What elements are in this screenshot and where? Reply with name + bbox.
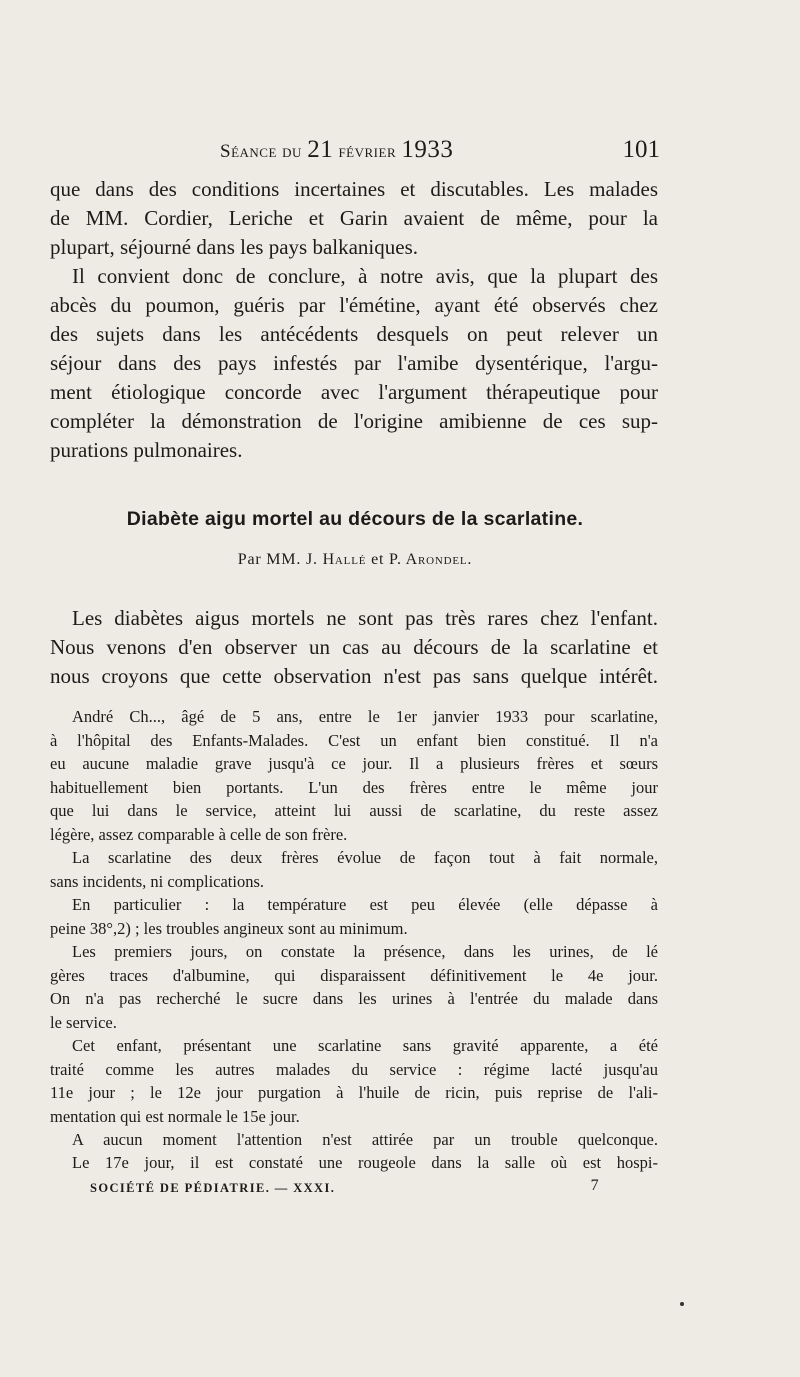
text-line: légère, assez comparable à celle de son frère. — [50, 824, 348, 844]
intro-paragraph-2 — [50, 262, 658, 465]
text-line: séjour dans des pays infestés par l'amibe dysentérique, l'argu- — [50, 351, 658, 375]
text-line: plupart, séjourné dans les pays balkaniques. — [50, 235, 418, 259]
text-line: purations pulmonaires. — [50, 438, 243, 462]
text-line: que dans des conditions incertaines et discutables. Les malades — [50, 177, 658, 201]
running-title — [220, 136, 453, 164]
running-header — [50, 134, 660, 168]
text-line: mentation qui est normale le 15e jour. — [50, 1106, 300, 1126]
intro-paragraph-1 — [50, 175, 658, 262]
observation-paragraph-3 — [50, 893, 658, 940]
observation-paragraph-2 — [50, 846, 658, 893]
observation-paragraph-6 — [50, 1128, 658, 1152]
authors-prefix: Par MM. — [237, 551, 302, 568]
observation-paragraph-4 — [50, 940, 658, 1034]
running-title-prefix: Séance du — [220, 141, 302, 162]
text-line: On n'a pas recherché le sucre dans les urines à l'entrée du malade dans — [50, 989, 658, 1008]
article-intro-paragraph — [50, 604, 658, 691]
text-line: de MM. Cordier, Leriche et Garin avaient de même, pour la — [50, 206, 658, 230]
article-title: Diabète aigu mortel au décours de la scarlatine. — [126, 508, 584, 530]
running-title-year: 1933 — [401, 136, 454, 163]
article-authors — [50, 551, 660, 569]
text-line: le service. — [50, 1012, 117, 1032]
text-line: abcès du poumon, guéris par l'émétine, ayant été observés chez — [50, 293, 658, 317]
text-line: Les diabètes aigus mortels ne sont pas très rares chez l'enfant. — [72, 606, 658, 630]
text-line: peine 38°,2) ; les troubles angineux sont au minimum. — [50, 918, 408, 938]
ink-speck — [680, 1302, 684, 1306]
journal-signature: SOCIÉTÉ DE PÉDIATRIE. — XXXI. — [90, 1181, 336, 1195]
text-line: à l'hôpital des Enfants-Malades. C'est un enfant bien constitué. Il n'a — [50, 730, 658, 750]
text-line: compléter la démonstration de l'origine amibienne de ces sup- — [50, 409, 658, 433]
text-line: gères traces d'albumine, qui disparaissent définitivement le 4e jour. — [50, 965, 658, 985]
running-title-month: février — [338, 141, 397, 162]
text-line: En particulier : la température est peu élevée (elle dépasse à — [72, 895, 658, 914]
author-1: J. Hallé — [305, 551, 367, 568]
observation-paragraph-5 — [50, 1034, 658, 1128]
text-line: Les premiers jours, on constate la présence, dans les urines, de lé — [72, 942, 658, 961]
page-number: 101 — [622, 136, 660, 163]
page-footer — [90, 1177, 600, 1201]
text-line: La scarlatine des deux frères évolue de façon tout à fait normale, — [72, 848, 658, 867]
text-line: Cet enfant, présentant une scarlatine sans gravité apparente, a été — [72, 1036, 658, 1055]
text-line: que lui dans le service, atteint lui aussi de scarlatine, du reste assez — [50, 801, 658, 820]
text-line: André Ch..., âgé de 5 ans, entre le 1er janvier 1933 pour scarlatine, — [72, 707, 658, 726]
observation-paragraph-1 — [50, 705, 658, 846]
sheet-signature: 7 — [590, 1177, 600, 1194]
text-line: des sujets dans les antécédents desquels on peut relever un — [50, 322, 658, 346]
text-line: ment étiologique concorde avec l'argument thérapeutique pour — [50, 380, 658, 404]
text-line: 11e jour ; le 12e jour purgation à l'huile de ricin, puis reprise de l'ali- — [50, 1083, 658, 1102]
text-line: sans incidents, ni complications. — [50, 871, 265, 891]
text-line: Il convient donc de conclure, à notre avis, que la plupart des — [72, 264, 658, 288]
text-line: Le 17e jour, il est constaté une rougeole dans la salle où est hospi- — [72, 1153, 658, 1172]
author-2: P. Arondel. — [389, 551, 473, 568]
text-line: Nous venons d'en observer un cas au décours de la scarlatine et — [50, 635, 658, 659]
authors-conjunction: et — [371, 551, 385, 568]
text-line: traité comme les autres malades du service : régime lacté jusqu'au — [50, 1059, 658, 1079]
text-line: A aucun moment l'attention n'est attirée par un trouble quelconque. — [72, 1130, 658, 1149]
text-line: habituellement bien portants. L'un des frères entre le même jour — [50, 777, 658, 797]
observation-paragraph-7 — [50, 1151, 658, 1175]
text-line: eu aucune maladie grave jusqu'à ce jour. Il a plusieurs frères et sœurs — [50, 754, 658, 773]
text-line: nous croyons que cette observation n'est pas sans quelque intérêt. — [50, 664, 658, 688]
running-title-day: 21 — [307, 136, 334, 163]
